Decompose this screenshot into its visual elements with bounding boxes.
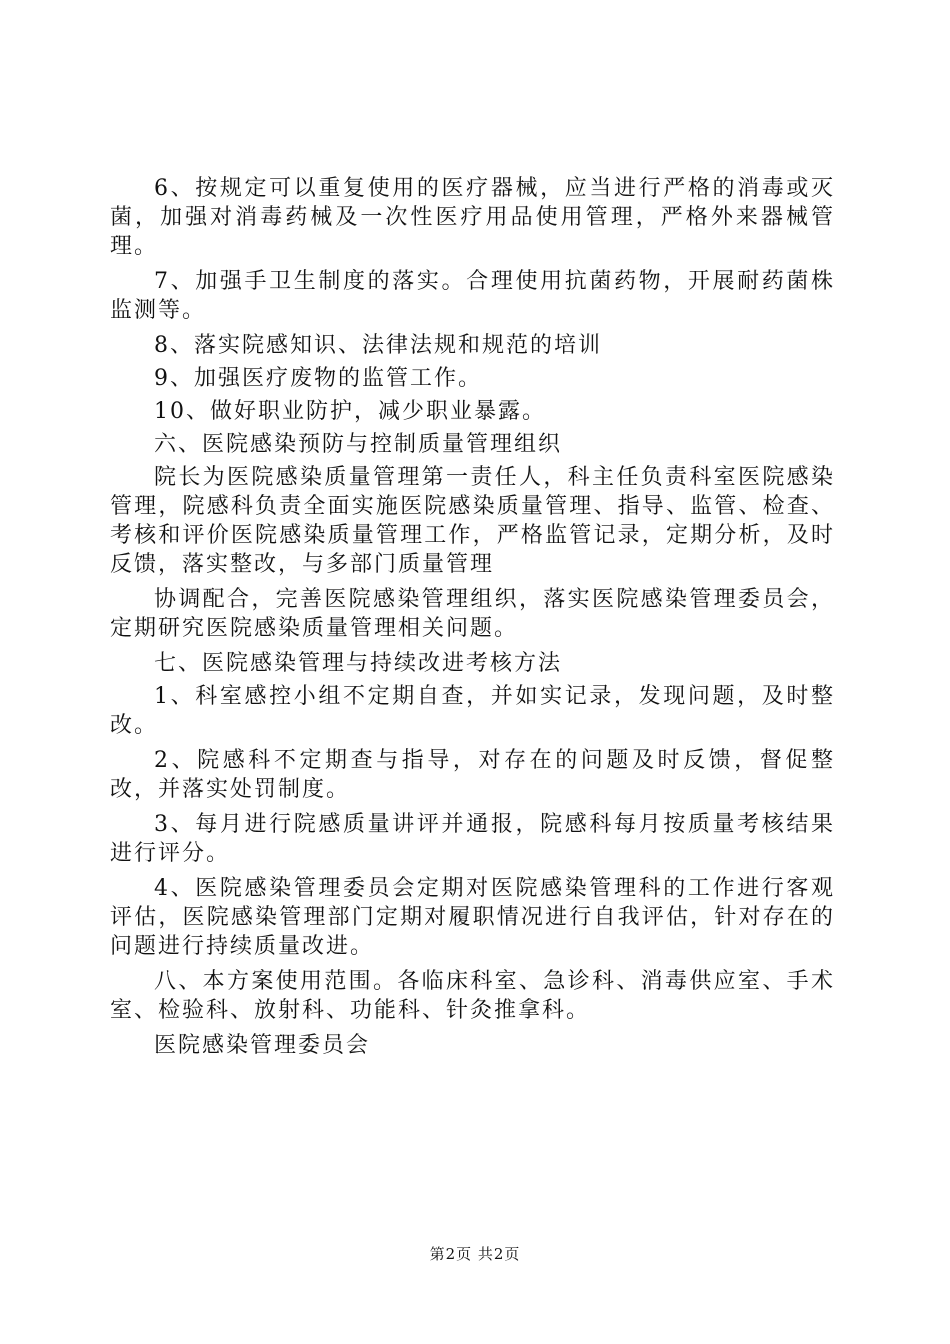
paragraph-method-2: 2、院感科不定期查与指导，对存在的问题及时反馈，督促整改，并落实处罚制度。: [110, 748, 835, 802]
paragraph-item-9: 9、加强医疗废物的监管工作。: [154, 366, 482, 391]
paragraph-item-10: 10、做好职业防护，减少职业暴露。: [154, 399, 546, 424]
paragraph-item-6: 6、按规定可以重复使用的医疗器械，应当进行严格的消毒或灭菌，加强对消毒药械及一次性医疗用品使用管理，严格外来器械管理。: [110, 176, 835, 259]
paragraph-method-1: 1、科室感控小组不定期自查，并如实记录，发现问题，及时整改。: [110, 684, 835, 738]
signature-line: 医院感染管理委员会: [154, 1033, 371, 1058]
paragraph-item-8: 8、落实院感知识、法律法规和规范的培训: [154, 333, 602, 358]
paragraph-method-4: 4、医院感染管理委员会定期对医院感染管理科的工作进行客观评估，医院感染管理部门定期对履职情况进行自我评估，针对存在的问题进行持续质量改进。: [110, 876, 835, 959]
section-heading-8: 八、本方案使用范围。各临床科室、急诊科、消毒供应室、手术室、检验科、放射科、功能科、针灸推拿科。: [110, 969, 835, 1023]
paragraph-coordination: 协调配合，完善医院感染管理组织，落实医院感染管理委员会，定期研究医院感染质量管理相关问题。: [110, 587, 835, 641]
paragraph-item-7: 7、加强手卫生制度的落实。合理使用抗菌药物，开展耐药菌株监测等。: [110, 269, 835, 323]
document-body: [110, 174, 835, 1066]
paragraph-organization: 院长为医院感染质量管理第一责任人，科主任负责科室医院感染管理，院感科负责全面实施医院感染质量管理、指导、监管、检查、考核和评价医院感染质量管理工作，严格监管记录，定期分析，及时反馈，落实整改，与多部门质量管理: [110, 465, 835, 577]
paragraph-method-3: 3、每月进行院感质量讲评并通报，院感科每月按质量考核结果进行评分。: [110, 812, 835, 866]
section-heading-6: 六、医院感染预防与控制质量管理组织: [154, 432, 563, 457]
page-number-footer: 第2页 共2页: [429, 1245, 521, 1263]
section-heading-7: 七、医院感染管理与持续改进考核方法: [154, 651, 563, 676]
